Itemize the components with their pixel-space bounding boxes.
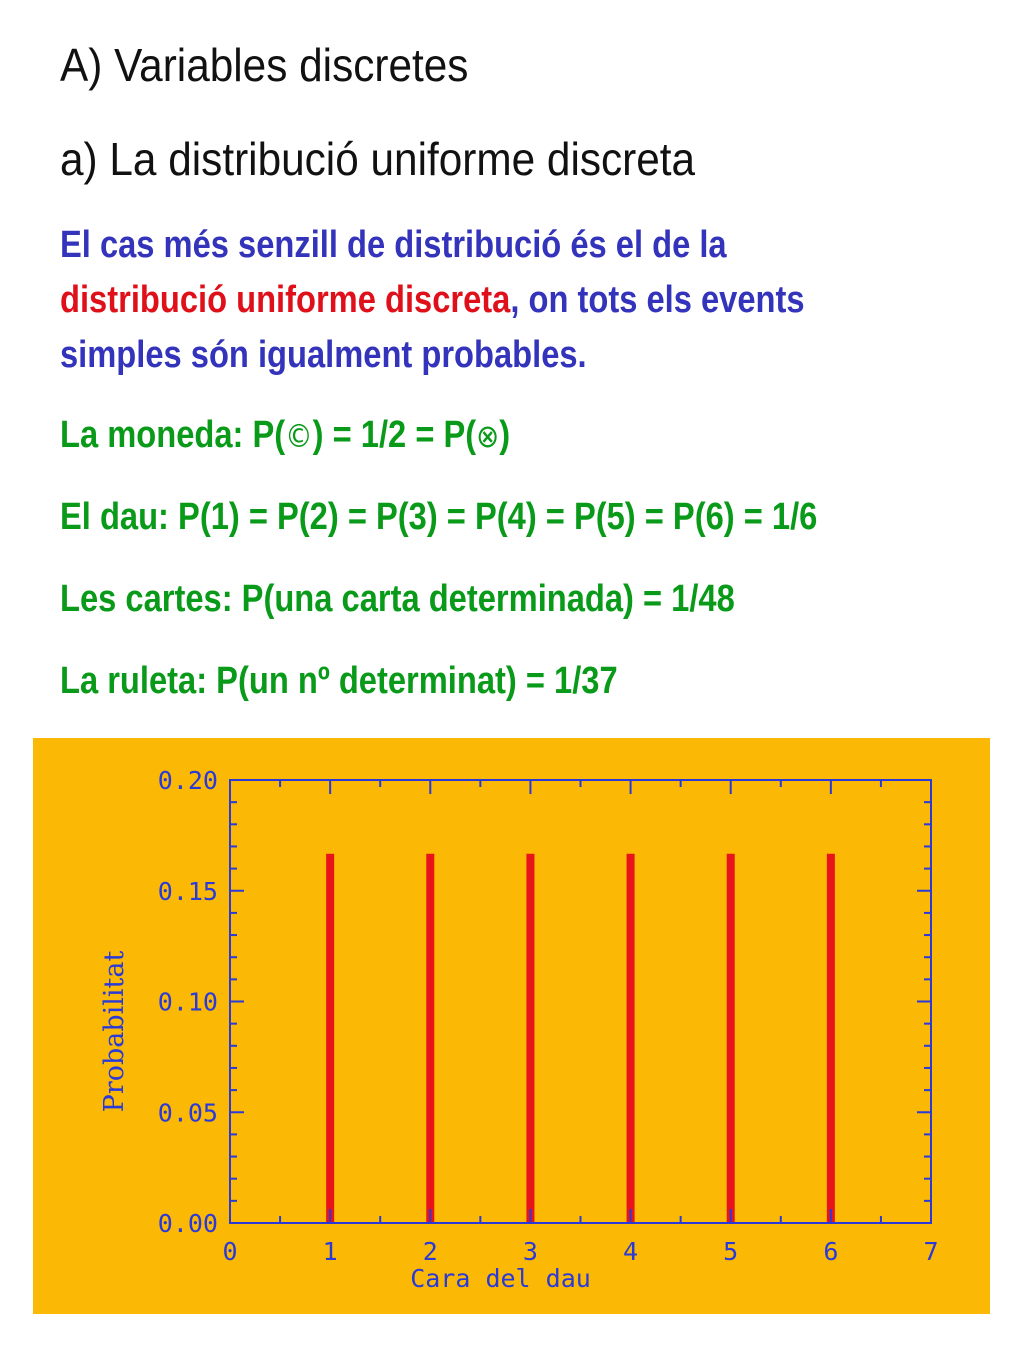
bar-face-3 [526,854,534,1223]
x-tick-label: 1 [322,1237,338,1266]
bar-face-6 [827,854,835,1223]
x-tick-label: 4 [623,1237,639,1266]
plot-frame [230,780,931,1223]
x-tick-label: 6 [823,1237,839,1266]
bar-face-5 [727,854,735,1223]
y-tick-label: 0.15 [157,876,218,906]
probability-chart [33,738,990,1314]
x-tick-label: 0 [222,1237,238,1266]
bar-face-2 [426,854,434,1223]
example-cards: Les cartes: P(una carta determinada) = 1/48 [60,578,735,620]
copyright-icon: © [285,417,313,455]
y-axis-label: Probabilitat [99,950,130,1113]
coin-middle: ) = 1/2 = P( [312,414,477,456]
x-tick-label: 3 [522,1237,538,1266]
bar-face-1 [326,854,334,1223]
intro-line-3: simples són igualment probables. [60,334,587,376]
coin-prefix: La moneda: P( [60,414,286,456]
circled-times-icon: ⊗ [476,417,500,455]
chart-panel [33,738,990,1314]
x-tick-label: 5 [723,1237,739,1266]
intro-line-2 [60,273,805,328]
highlight-term: distribució uniforme discreta [60,279,511,321]
intro-paragraph [60,218,805,383]
x-tick-label: 7 [923,1237,939,1266]
y-tick-label: 0.10 [157,987,218,1017]
coin-suffix: ) [499,414,511,456]
example-die: El dau: P(1) = P(2) = P(3) = P(4) = P(5) = P(6) = 1/6 [60,496,818,538]
x-axis-label: Cara del dau [410,1264,591,1293]
page-title: A) Variables discretes [60,39,469,91]
bar-face-4 [627,854,635,1223]
intro-line-1: El cas més senzill de distribució és el de la [60,224,727,266]
y-tick-label: 0.20 [157,766,218,795]
section-title: a) La distribució uniforme discreta [60,133,696,185]
x-tick-label: 2 [422,1237,438,1266]
intro-line-2-rest: , on tots els events [510,279,805,321]
example-roulette: La ruleta: P(un nº determinat) = 1/37 [60,660,618,702]
example-coin [60,414,510,457]
y-tick-label: 0.05 [157,1098,218,1128]
y-tick-label: 0.00 [157,1209,218,1238]
